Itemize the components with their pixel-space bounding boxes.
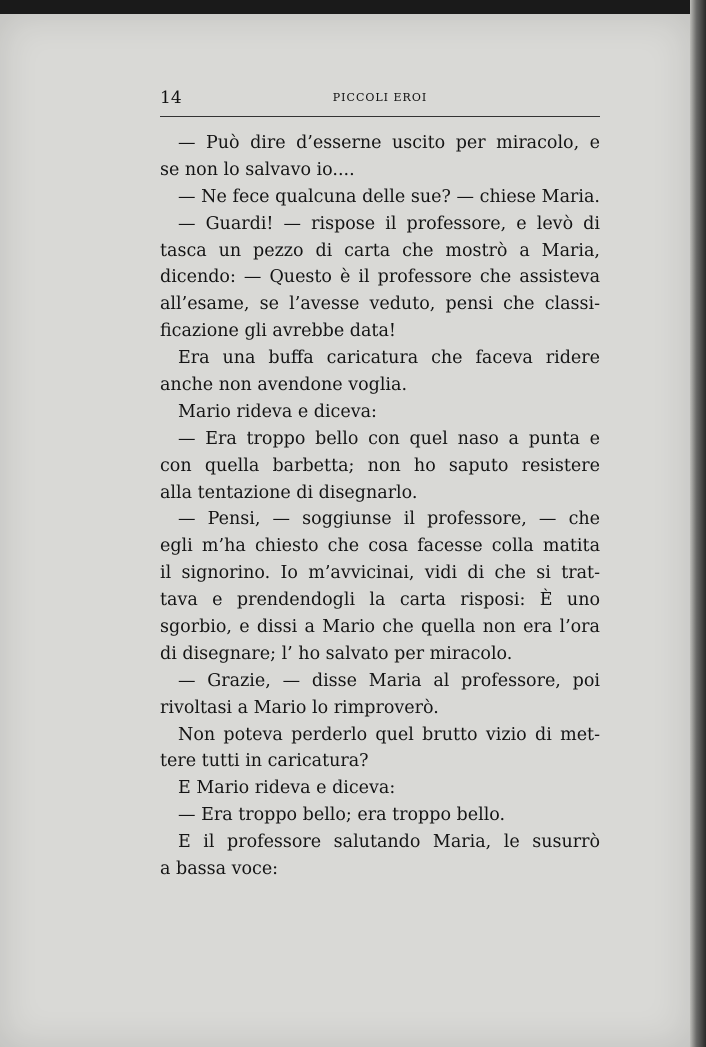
text-line: tasca un pezzo di carta che mostrò a Maria,	[160, 240, 600, 261]
text-line: alla tentazione di disegnarlo.	[160, 482, 418, 503]
text-line: di disegnare; l’ ho salvato per miracolo.	[160, 643, 513, 664]
text-line: ficazione gli avrebbe data!	[160, 321, 396, 342]
page-header	[160, 88, 600, 108]
running-title: PICCOLI EROI	[332, 91, 428, 104]
text-line: Non poteva perderlo quel brutto vizio di met-	[178, 724, 600, 745]
text-line: tere tutti in caricatura?	[160, 751, 369, 772]
text-line: tava e prendendogli la carta risposi: È uno	[160, 590, 600, 611]
text-line: a bassa voce:	[160, 859, 279, 880]
header-rule	[160, 116, 600, 117]
text-line: se non lo salvavo io....	[160, 159, 355, 180]
text-line: — Grazie, — disse Maria al professore, poi	[178, 670, 600, 691]
page-edge	[690, 0, 706, 1047]
text-line: — Guardi! — rispose il professore, e levò di	[178, 213, 600, 234]
text-line: Era una buffa caricatura che faceva ridere	[178, 348, 600, 369]
text-line: — Era troppo bello con quel naso a punta e	[178, 428, 600, 449]
text-line: — Può dire d’esserne uscito per miracolo, e	[178, 133, 600, 153]
text-line: all’esame, se l’avesse veduto, pensi che classi-	[160, 294, 600, 315]
text-line: — Ne fece qualcuna delle sue? — chiese Maria.	[178, 186, 600, 207]
text-line: il signorino. Io m’avvicinai, vidi di che si trat-	[160, 563, 600, 584]
text-line: dicendo: — Questo è il professore che assisteva	[160, 267, 600, 288]
text-line: con quella barbetta; non ho saputo resistere	[160, 455, 600, 476]
text-line: E Mario rideva e diceva:	[178, 778, 396, 799]
text-line: E il professore salutando Maria, le susurrò	[178, 832, 600, 853]
text-line: egli m’ha chiesto che cosa facesse colla matita	[160, 536, 600, 557]
page-number: 14	[160, 88, 182, 108]
text-line: — Pensi, — soggiunse il professore, — che	[178, 509, 600, 530]
text-line: sgorbio, e dissi a Mario che quella non era l’ora	[160, 617, 600, 638]
text-line: anche non avendone voglia.	[160, 375, 408, 396]
text-line: — Era troppo bello; era troppo bello.	[178, 805, 506, 826]
text-line: Mario rideva e diceva:	[178, 401, 377, 422]
body-text	[160, 130, 600, 883]
text-line: rivoltasi a Mario lo rimproverò.	[160, 697, 439, 718]
